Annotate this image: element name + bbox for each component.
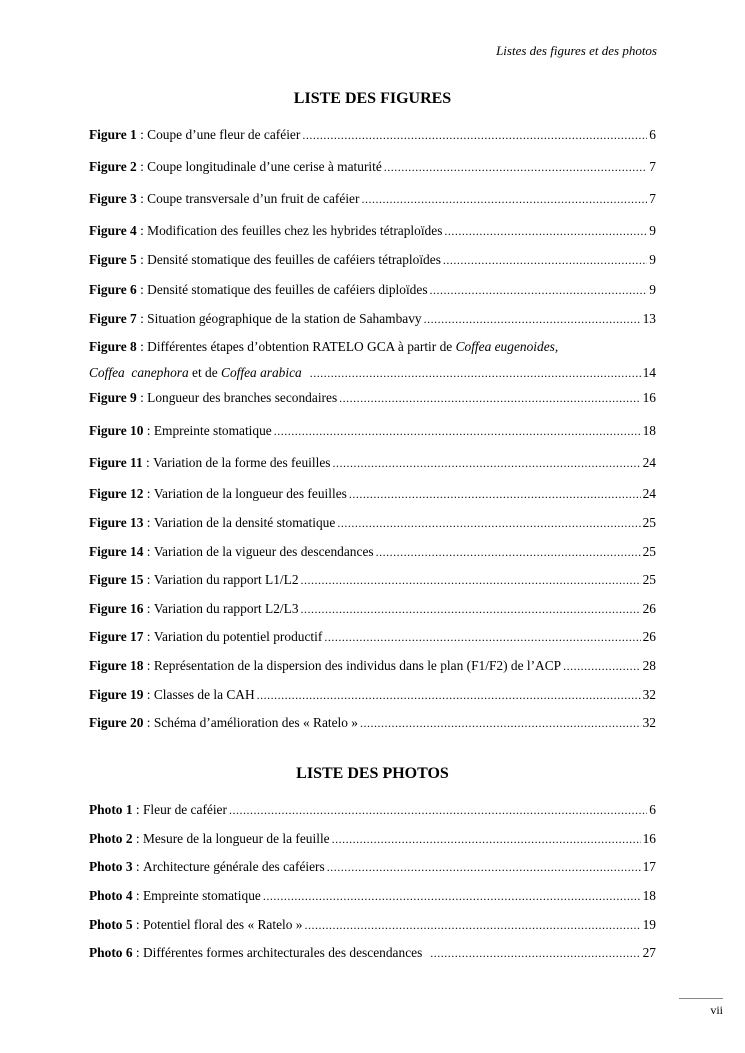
entry-title: Schéma d’amélioration des « Ratelo » — [153, 715, 359, 730]
figure-entry[interactable] — [89, 191, 656, 207]
entry-label: Figure 2 — [89, 159, 137, 174]
entry-page: 25 — [642, 544, 656, 559]
entry-label: Figure 1 — [89, 127, 137, 142]
entry-title: Fleur de caféier — [142, 802, 227, 817]
entry-label: Photo 6 — [89, 945, 133, 960]
entry-separator: : — [136, 390, 148, 405]
entry-page: 18 — [642, 423, 656, 438]
figure-entry-line1[interactable] — [89, 339, 656, 355]
entry-page: 14 — [642, 365, 656, 380]
figure-entry[interactable] — [89, 572, 656, 588]
dot-leader — [424, 311, 641, 327]
entry-title: Variation de la densité stomatique — [153, 515, 336, 530]
dot-leader — [327, 859, 641, 875]
photo-entry[interactable] — [89, 831, 656, 847]
entry-page: 24 — [642, 486, 656, 501]
dot-leader — [384, 159, 648, 175]
figure-entry[interactable] — [89, 159, 656, 175]
figure-entry[interactable] — [89, 715, 656, 731]
dot-leader — [274, 423, 641, 439]
entry-separator: : — [132, 859, 143, 874]
entry-separator: : — [132, 888, 143, 903]
entry-page: 19 — [642, 917, 656, 932]
entry-separator: : — [143, 544, 154, 559]
entry-page: 7 — [649, 191, 656, 206]
entry-label: Figure 12 — [89, 486, 144, 501]
entry-title: Coupe longitudinale d’une cerise à maturité — [147, 159, 382, 174]
entry-page: 6 — [649, 127, 656, 142]
entry-label: Figure 20 — [89, 715, 144, 730]
entry-page: 7 — [649, 159, 656, 174]
dot-leader — [332, 455, 640, 471]
entry-page: 17 — [642, 859, 656, 874]
figure-entry[interactable] — [89, 311, 656, 327]
entry-title: Classes de la CAH — [153, 687, 255, 702]
entry-title-part: et de — [188, 365, 222, 380]
dot-leader — [324, 629, 640, 645]
dot-leader — [349, 486, 641, 502]
photos-section-title: LISTE DES PHOTOS — [296, 765, 449, 782]
entry-label: Photo 1 — [89, 802, 133, 817]
entry-page: 25 — [642, 572, 656, 587]
entry-separator: : — [143, 423, 154, 438]
figure-entry[interactable] — [89, 282, 656, 298]
dot-leader — [430, 945, 640, 961]
photo-entry[interactable] — [89, 859, 656, 875]
dot-leader — [430, 282, 648, 298]
entry-separator: : — [136, 191, 148, 206]
dot-leader — [376, 544, 641, 560]
entry-title: Architecture générale des caféiers — [142, 859, 325, 874]
entry-label: Photo 3 — [89, 859, 133, 874]
dot-leader — [301, 572, 641, 588]
entry-page: 9 — [649, 223, 656, 238]
species-name: Coffea canephora — [89, 365, 189, 380]
entry-label: Figure 6 — [89, 282, 137, 297]
entry-separator: : — [136, 339, 148, 354]
figure-entry[interactable] — [89, 544, 656, 560]
page-number: vii — [710, 1003, 723, 1017]
entry-title: Différentes formes architecturales des descendances — [142, 945, 423, 960]
entry-page: 26 — [642, 629, 656, 644]
entry-title: Empreinte stomatique — [142, 888, 261, 903]
entry-label: Figure 7 — [89, 311, 137, 326]
entry-page: 16 — [642, 831, 656, 846]
figure-entry[interactable] — [89, 127, 656, 143]
dot-leader — [361, 191, 647, 207]
entry-title: Coupe transversale d’un fruit de caféier — [147, 191, 360, 206]
figure-entry[interactable] — [89, 486, 656, 502]
dot-leader — [332, 831, 641, 847]
entry-separator: : — [132, 945, 143, 960]
entry-title: Coupe d’une fleur de caféier — [147, 127, 301, 142]
entry-title: Situation géographique de la station de Sahambavy — [147, 311, 422, 326]
entry-label: Figure 13 — [89, 515, 144, 530]
entry-label: Figure 16 — [89, 601, 144, 616]
entry-page: 16 — [642, 390, 656, 405]
entry-label: Figure 8 — [89, 339, 137, 354]
entry-separator: : — [136, 159, 148, 174]
dot-leader — [305, 917, 641, 933]
entry-title: Modification des feuilles chez les hybrides tétraploïdes — [147, 223, 443, 238]
entry-label: Figure 15 — [89, 572, 144, 587]
entry-label: Photo 5 — [89, 917, 133, 932]
species-name: Coffea eugenoides, — [455, 339, 559, 354]
entry-label: Figure 14 — [89, 544, 144, 559]
dot-leader — [301, 601, 641, 617]
dot-leader — [443, 252, 647, 268]
entry-page: 25 — [642, 515, 656, 530]
entry-separator: : — [132, 917, 143, 932]
footer-divider — [679, 998, 723, 999]
entry-page: 9 — [649, 282, 656, 297]
entry-label: Photo 2 — [89, 831, 133, 846]
entry-title: Variation du potentiel productif — [153, 629, 323, 644]
entry-label: Figure 4 — [89, 223, 137, 238]
figure-entry[interactable] — [89, 658, 656, 674]
entry-separator: : — [136, 311, 148, 326]
entry-separator: : — [142, 455, 154, 470]
figure-entry[interactable] — [89, 515, 656, 531]
entry-separator: : — [136, 282, 148, 297]
figure-entry[interactable] — [89, 629, 656, 645]
entry-label: Figure 19 — [89, 687, 144, 702]
dot-leader — [302, 127, 647, 143]
entry-title: Mesure de la longueur de la feuille — [142, 831, 330, 846]
entry-separator: : — [143, 629, 154, 644]
dot-leader — [563, 658, 641, 674]
entry-label: Photo 4 — [89, 888, 133, 903]
entry-label: Figure 11 — [89, 455, 143, 470]
entry-page: 18 — [642, 888, 656, 903]
entry-separator: : — [143, 715, 154, 730]
entry-separator: : — [143, 486, 154, 501]
entry-page: 9 — [649, 252, 656, 267]
entry-title: Variation du rapport L2/L3 — [153, 601, 299, 616]
entry-separator: : — [143, 515, 154, 530]
dot-leader — [337, 515, 640, 531]
entry-title: Variation de la longueur des feuilles — [153, 486, 347, 501]
figure-entry[interactable] — [89, 687, 656, 703]
dot-leader — [339, 390, 640, 406]
figure-entry[interactable] — [89, 423, 656, 439]
photo-entry[interactable] — [89, 888, 656, 904]
entry-label: Figure 18 — [89, 658, 144, 673]
entry-label: Figure 17 — [89, 629, 144, 644]
entry-label: Figure 3 — [89, 191, 137, 206]
figures-section-title: LISTE DES FIGURES — [293, 90, 452, 107]
entry-title: Représentation de la dispersion des individus dans le plan (F1/F2) de l’ACP — [153, 658, 562, 673]
entry-label: Figure 5 — [89, 252, 137, 267]
entry-page: 28 — [642, 658, 656, 673]
entry-title: Densité stomatique des feuilles de caféiers diploïdes — [147, 282, 428, 297]
dot-leader — [360, 715, 641, 731]
running-header: Listes des figures et des photos — [496, 43, 657, 58]
figure-entry[interactable] — [89, 252, 656, 268]
dot-leader — [257, 687, 641, 703]
photo-entry[interactable] — [89, 917, 656, 933]
figure-entry[interactable] — [89, 601, 656, 617]
dot-leader — [444, 223, 647, 239]
entry-title: Variation de la forme des feuilles — [153, 455, 331, 470]
entry-separator: : — [143, 658, 154, 673]
entry-title-part: Différentes étapes d’obtention RATELO GCA à partir de — [147, 339, 456, 354]
figure-entry[interactable] — [89, 223, 656, 239]
figure-entry[interactable] — [89, 390, 656, 406]
dot-leader — [310, 365, 641, 381]
entry-separator: : — [143, 601, 154, 616]
photo-entry[interactable] — [89, 802, 656, 818]
entry-title: Potentiel floral des « Ratelo » — [142, 917, 303, 932]
entry-separator: : — [132, 802, 143, 817]
entry-label: Figure 9 — [89, 390, 137, 405]
entry-separator: : — [143, 572, 154, 587]
entry-separator: : — [136, 252, 148, 267]
entry-page: 32 — [642, 715, 656, 730]
entry-page: 27 — [642, 945, 656, 960]
entry-page: 26 — [642, 601, 656, 616]
entry-title: Empreinte stomatique — [153, 423, 272, 438]
entry-separator: : — [136, 127, 148, 142]
entry-title: Longueur des branches secondaires — [147, 390, 338, 405]
figure-entry-line2[interactable] — [89, 365, 656, 381]
dot-leader — [263, 888, 641, 904]
entry-separator: : — [132, 831, 143, 846]
entry-page: 24 — [642, 455, 656, 470]
entry-title: Variation du rapport L1/L2 — [153, 572, 299, 587]
entry-title: Variation de la vigueur des descendances — [153, 544, 374, 559]
entry-page: 13 — [642, 311, 656, 326]
entry-label: Figure 10 — [89, 423, 144, 438]
entry-page: 6 — [649, 802, 656, 817]
figure-entry[interactable] — [89, 455, 656, 471]
entry-page: 32 — [642, 687, 656, 702]
dot-leader — [229, 802, 647, 818]
photo-entry[interactable] — [89, 945, 656, 961]
species-name: Coffea arabica — [221, 365, 302, 380]
entry-separator: : — [136, 223, 148, 238]
entry-title: Densité stomatique des feuilles de caféiers tétraploïdes — [147, 252, 441, 267]
entry-separator: : — [143, 687, 154, 702]
